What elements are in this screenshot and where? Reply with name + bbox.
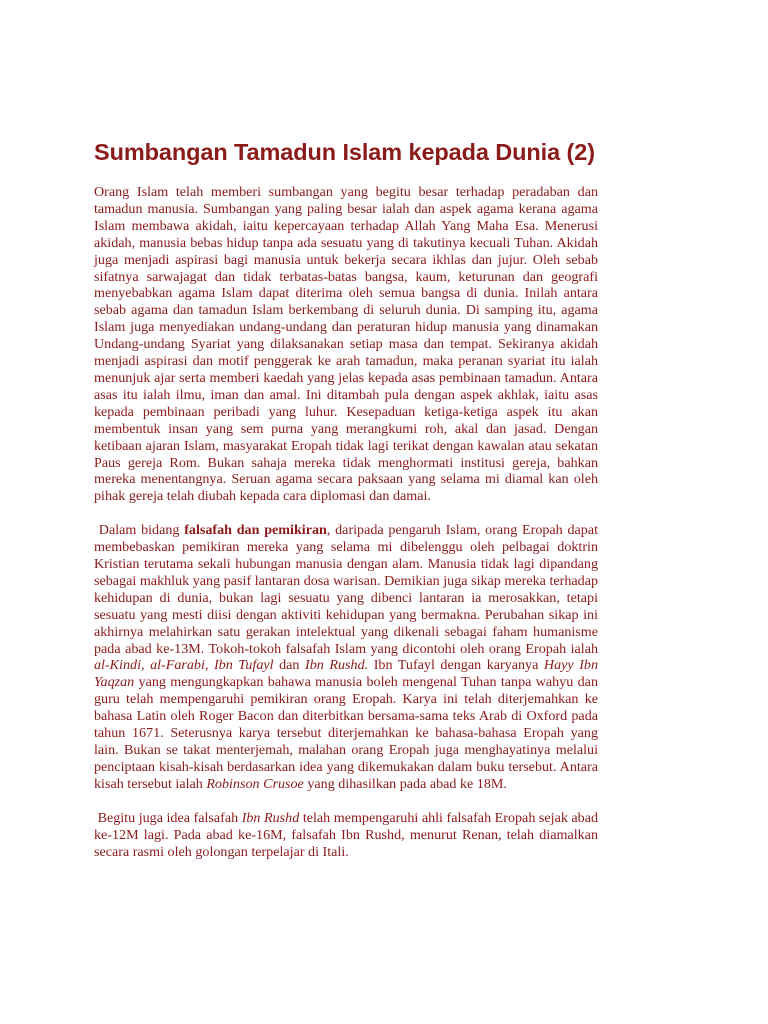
paragraph-3-text-2: telah mempengaruhi ahli falsafah Eropah sejak abad ke-12M lagi. Pada abad ke-16M, falsafah Ibn Rushd, menurut Renan, telah diamalkan secara rasmi oleh golongan terpelajar di Itali.	[94, 809, 599, 860]
document-page	[94, 139, 598, 860]
paragraph-3	[94, 810, 598, 861]
paragraph-2-text-1: Dalam bidang	[98, 522, 185, 539]
paragraph-2-text-5: yang mengungkapkan bahawa manusia boleh mengenal Tuhan tanpa wahyu dan guru telah mempengaruhi pemikiran orang Eropah. Karya ini telah diterjemahkan ke bahasa Latin oleh Roger Bacon dan diterbitkan bersama-sama teks Arab di Oxford pada tahun 1671. Seterusnya karya tersebut diterjemahkan ke bahasa-bahasa Eropah yang lain. Bukan se takat menterjemah, malahan orang Eropah juga menghayatinya melalui penciptaan kisah-kisah berdasarkan idea yang dikemukakan dalam buku tersebut. Antara kisah tersebut ialah	[94, 674, 598, 792]
paragraph-2-text-2: , daripada pengaruh Islam, orang Eropah dapat membebaskan pemikiran mereka yang selama mi dibelenggu oleh pelbagai doktrin Kristian terutama sekali hubungan manusia dengan alam. Manusia tidak lagi dipandang sebagai makhluk yang pasif lantaran dosa warisan. Demikian juga sikap mereka terhadap kehidupan di dunia, bukan lagi sesuatu yang dibenci lantaran ia merosakkan, tetapi sesuatu yang mesti diisi dengan aktiviti kehidupan yang bermakna. Perubahan sikap ini akhirnya melahirkan satu gerakan intelektual yang dikenali sebagai faham humanisme pada abad ke-13M. Tokoh-tokoh falsafah Islam yang dicontohi oleh orang Eropah ialah	[94, 522, 599, 657]
paragraph-2-italic-ibn-rushd: Ibn Rushd.	[305, 657, 369, 674]
paragraph-2	[94, 522, 598, 793]
page-title: Sumbangan Tamadun Islam kepada Dunia (2)	[94, 139, 595, 165]
paragraph-3-text-1: Begitu juga idea falsafah	[97, 809, 242, 826]
paragraph-2-italic-names: al-Kindi, al-Farabi, Ibn Tufayl	[94, 657, 274, 674]
paragraph-2-text-6: yang dihasilkan pada abad ke 18M.	[303, 775, 507, 792]
paragraph-1	[94, 184, 598, 505]
paragraph-2-bold-term: falsafah dan pemikiran	[184, 522, 327, 539]
paragraph-1-text: Orang Islam telah memberi sumbangan yang begitu besar terhadap peradaban dan tamadun manusia. Sumbangan yang paling besar ialah dan aspek agama kerana agama Islam membawa akidah, iaitu kepercayaan terhadap Allah Yang Maha Esa. Menerusi akidah, manusia bebas hidup tanpa ada sesuatu yang di takutinya kecuali Tuhan. Akidah juga menjadi aspirasi bagi manusia untuk bekerja secara ikhlas dan jujur. Oleh sebab sifatnya sarwajagat dan tidak terbatas-batas bangsa, kaum, keturunan dan geografi menyebabkan agama Islam dapat diterima oleh semua bangsa di dunia. Inilah antara sebab agama dan tamadun Islam berkembang di seluruh dunia. Di samping itu, agama Islam juga menyediakan undang-undang dan peraturan hidup manusia yang dinamakan Undang-undang Syariat yang dilaksanakan setiap masa dan tempat. Sekiranya akidah menjadi aspirasi dan motif penggerak ke arah tamadun, maka peranan syariat itu ialah menunjuk ajar serta memberi kaedah yang jelas kepada asas pembinaan tamadun. Antara asas itu ialah ilmu, iman dan amal. Ini ditambah pula dengan aspek akhlak, iaitu asas kepada pembinaan peribadi yang luhur. Kesepaduan ketiga-ketiga aspek itu akan membentuk insan yang sem purna yang merangkumi roh, akal dan jasad. Dengan ketibaan ajaran Islam, masyarakat Eropah tidak lagi terikat dengan kawalan atau sekatan Paus gereja Rom. Bukan sahaja mereka tidak menghormati institusi gereja, bahkan mereka menentangnya. Seruan agama secara paksaan yang selama mi diamal kan oleh pihak gereja telah diubah kepada cara diplomasi dan damai.	[94, 184, 598, 505]
paragraph-2-italic-hayy: Hayy Ibn Yaqzan	[94, 657, 598, 691]
paragraph-2-italic-robinson: Robinson Crusoe	[206, 775, 304, 792]
paragraph-2-text-3: dan	[273, 657, 306, 674]
paragraph-2-text-4: Ibn Tufayl dengan karyanya	[368, 657, 544, 674]
paragraph-3-italic-ibn-rushd: Ibn Rushd	[241, 809, 300, 826]
